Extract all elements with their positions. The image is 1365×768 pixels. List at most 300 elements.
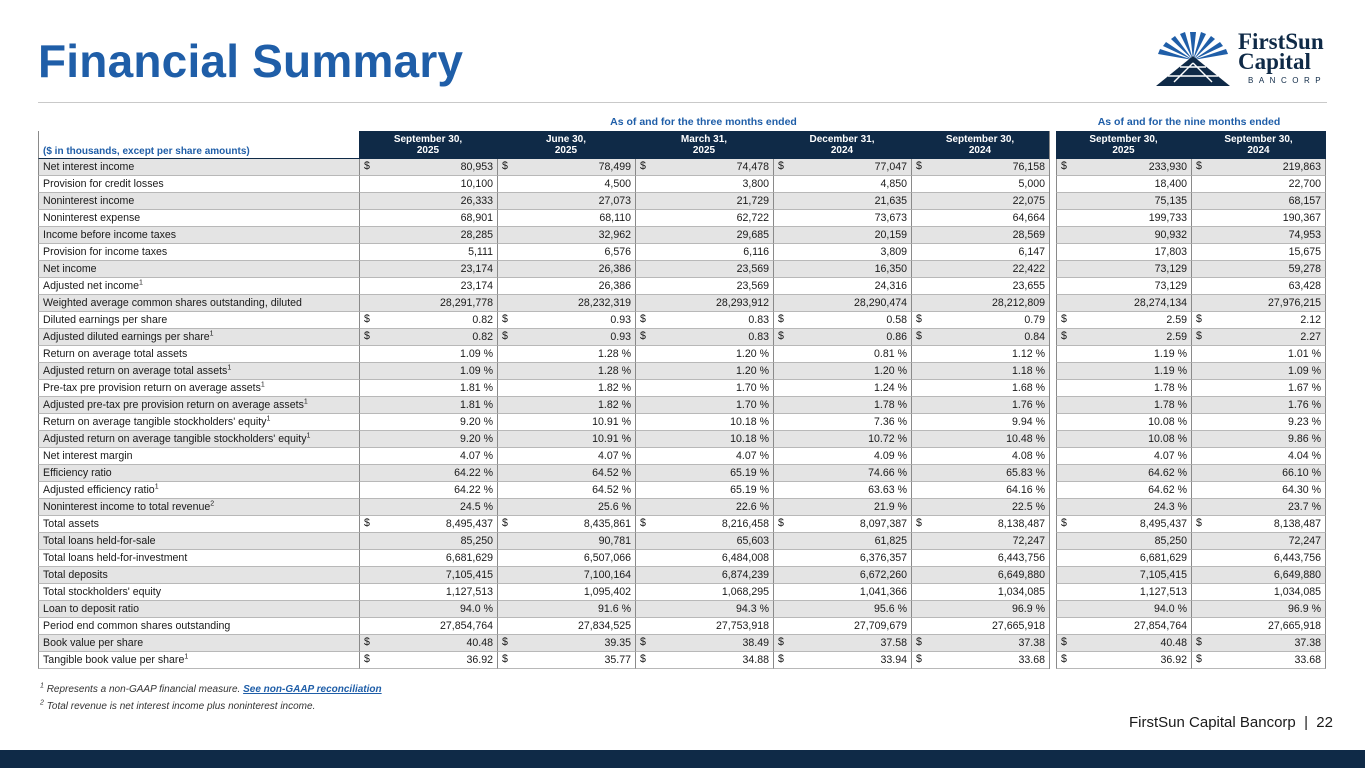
currency-symbol: $ <box>1196 653 1202 665</box>
cell-value: 18,400 <box>1154 178 1187 190</box>
row-label <box>38 193 359 210</box>
row-label-text: Net interest margin <box>43 450 133 462</box>
cell-value: 10.18 % <box>730 416 769 428</box>
table-cell <box>635 159 773 176</box>
column-gap <box>1049 550 1056 567</box>
table-row <box>38 635 1326 652</box>
table-cell <box>911 227 1049 244</box>
cell-value: 1.70 % <box>736 399 769 411</box>
currency-symbol: $ <box>1061 653 1067 665</box>
cell-value: 39.35 <box>604 637 631 649</box>
table-cell <box>1191 295 1326 312</box>
cell-value: 0.86 <box>886 331 907 343</box>
table-cell <box>1056 448 1191 465</box>
cell-value: 64.62 % <box>1148 467 1187 479</box>
cell-value: 1.76 % <box>1012 399 1045 411</box>
cell-value: 1.09 % <box>1288 365 1321 377</box>
cell-value: 27,665,918 <box>1267 620 1321 632</box>
table-cell <box>773 567 911 584</box>
currency-symbol: $ <box>640 330 646 342</box>
three-months-group-header: As of and for the three months ended <box>610 116 797 128</box>
footnote-2-text: Total revenue is net interest income plus noninterest income. <box>46 701 316 712</box>
nine-months-group-header: As of and for the nine months ended <box>1097 116 1281 128</box>
table-cell <box>773 414 911 431</box>
table-cell <box>911 465 1049 482</box>
column-header: March 31, 2025 <box>635 131 773 159</box>
cell-value: 35.77 <box>604 654 631 666</box>
cell-value: 68,901 <box>460 212 493 224</box>
table-cell <box>635 397 773 414</box>
row-label-text: Noninterest income to total revenue <box>43 501 211 513</box>
table-cell <box>1056 482 1191 499</box>
cell-value: 73,129 <box>1154 280 1187 292</box>
row-label <box>38 346 359 363</box>
table-cell <box>497 380 635 397</box>
row-label-text: Adjusted pre-tax pre provision return on average assets <box>43 399 304 411</box>
cell-value: 1.81 % <box>460 382 493 394</box>
table-cell <box>497 329 635 346</box>
table-cell <box>359 363 497 380</box>
row-label <box>38 380 359 397</box>
cell-value: 37.58 <box>880 637 907 649</box>
cell-value: 28,285 <box>460 229 493 241</box>
cell-value: 1,127,513 <box>1139 586 1187 598</box>
table-row <box>38 261 1326 278</box>
table-cell <box>911 550 1049 567</box>
footnote-marker: 2 <box>210 500 215 508</box>
cell-value: 91.6 % <box>598 603 631 615</box>
currency-symbol: $ <box>640 636 646 648</box>
table-cell <box>1191 380 1326 397</box>
cell-value: 95.6 % <box>874 603 907 615</box>
table-row <box>38 329 1326 346</box>
table-cell <box>911 431 1049 448</box>
table-cell <box>359 176 497 193</box>
currency-symbol: $ <box>502 160 508 172</box>
table-cell <box>1056 346 1191 363</box>
cell-value: 28,569 <box>1012 229 1045 241</box>
table-cell <box>635 618 773 635</box>
column-gap <box>1049 329 1056 346</box>
row-label-text: Provision for income taxes <box>43 246 168 258</box>
cell-value: 24,316 <box>874 280 907 292</box>
cell-value: 6,147 <box>1018 246 1045 258</box>
table-cell <box>635 244 773 261</box>
cell-value: 6,681,629 <box>1139 552 1187 564</box>
cell-value: 9.23 % <box>1288 416 1321 428</box>
cell-value: 36.92 <box>466 654 493 666</box>
table-cell <box>635 550 773 567</box>
row-label-text: Total deposits <box>43 569 108 581</box>
row-label-text: Total assets <box>43 518 99 530</box>
table-cell <box>359 227 497 244</box>
table-cell <box>1191 244 1326 261</box>
table-cell <box>497 244 635 261</box>
cell-value: 64,664 <box>1012 212 1045 224</box>
table-cell <box>635 312 773 329</box>
row-label <box>38 448 359 465</box>
cell-value: 6,484,008 <box>721 552 769 564</box>
table-cell <box>1191 465 1326 482</box>
cell-value: 7,105,415 <box>1139 569 1187 581</box>
cell-value: 16,350 <box>874 263 907 275</box>
table-cell <box>1191 346 1326 363</box>
cell-value: 27,976,215 <box>1267 297 1321 309</box>
cell-value: 28,212,809 <box>991 297 1045 309</box>
table-cell <box>497 584 635 601</box>
table-cell <box>1056 516 1191 533</box>
column-gap <box>1049 448 1056 465</box>
column-gap <box>1049 159 1056 176</box>
table-cell <box>911 516 1049 533</box>
column-gap <box>1049 431 1056 448</box>
cell-value: 85,250 <box>1154 535 1187 547</box>
currency-symbol: $ <box>1061 160 1067 172</box>
table-cell <box>359 618 497 635</box>
cell-value: 1.78 % <box>1154 399 1187 411</box>
table-cell <box>1191 618 1326 635</box>
cell-value: 27,665,918 <box>991 620 1045 632</box>
table-row <box>38 533 1326 550</box>
footnote-marker: 1 <box>260 381 265 389</box>
cell-value: 8,495,437 <box>1139 518 1187 530</box>
row-label <box>38 499 359 516</box>
table-cell <box>635 346 773 363</box>
table-cell <box>773 431 911 448</box>
table-cell <box>497 363 635 380</box>
row-label-text: Net income <box>43 263 97 275</box>
cell-value: 32,962 <box>598 229 631 241</box>
row-label <box>38 618 359 635</box>
table-row <box>38 380 1326 397</box>
currency-symbol: $ <box>1061 636 1067 648</box>
cell-value: 65.19 % <box>730 467 769 479</box>
table-cell <box>911 312 1049 329</box>
table-cell <box>359 312 497 329</box>
cell-value: 64.52 % <box>592 467 631 479</box>
table-cell <box>1191 635 1326 652</box>
row-label <box>38 584 359 601</box>
table-cell <box>911 567 1049 584</box>
row-label-text: Noninterest expense <box>43 212 141 224</box>
cell-value: 1.28 % <box>598 348 631 360</box>
table-cell <box>773 380 911 397</box>
cell-value: 2.12 <box>1300 314 1321 326</box>
cell-value: 7,100,164 <box>583 569 631 581</box>
cell-value: 26,386 <box>598 280 631 292</box>
table-cell <box>359 482 497 499</box>
cell-value: 21,635 <box>874 195 907 207</box>
row-label <box>38 295 359 312</box>
cell-value: 33.68 <box>1294 654 1321 666</box>
row-label-text: Loan to deposit ratio <box>43 603 140 615</box>
table-cell <box>359 516 497 533</box>
row-label-text: Adjusted return on average tangible stockholders' equity <box>43 433 307 445</box>
row-label-text: Return on average tangible stockholders' equity <box>43 416 267 428</box>
currency-symbol: $ <box>778 330 784 342</box>
row-label <box>38 261 359 278</box>
column-gap <box>1049 295 1056 312</box>
table-cell <box>635 193 773 210</box>
table-cell <box>497 278 635 295</box>
table-cell <box>1191 550 1326 567</box>
cell-value: 64.16 % <box>1006 484 1045 496</box>
currency-symbol: $ <box>640 517 646 529</box>
cell-value: 40.48 <box>466 637 493 649</box>
table-cell <box>773 278 911 295</box>
table-row <box>38 295 1326 312</box>
row-label-text: Book value per share <box>43 637 144 649</box>
table-cell <box>635 363 773 380</box>
cell-value: 1.24 % <box>874 382 907 394</box>
table-cell <box>1056 635 1191 652</box>
cell-value: 27,709,679 <box>853 620 907 632</box>
cell-value: 94.0 % <box>1154 603 1187 615</box>
column-header: September 30, 2024 <box>911 131 1049 159</box>
row-label-text: Total loans held-for-sale <box>43 535 156 547</box>
table-cell <box>1191 312 1326 329</box>
cell-value: 96.9 % <box>1288 603 1321 615</box>
row-label <box>38 227 359 244</box>
cell-value: 37.38 <box>1294 637 1321 649</box>
currency-symbol: $ <box>1196 636 1202 648</box>
cell-value: 8,216,458 <box>721 518 769 530</box>
cell-value: 4,500 <box>604 178 631 190</box>
table-cell <box>911 346 1049 363</box>
cell-value: 4.07 % <box>736 450 769 462</box>
table-cell <box>911 584 1049 601</box>
cell-value: 73,129 <box>1154 263 1187 275</box>
column-header: December 31, 2024 <box>773 131 911 159</box>
column-gap <box>1049 397 1056 414</box>
table-cell <box>1191 397 1326 414</box>
currency-symbol: $ <box>1196 313 1202 325</box>
table-cell <box>497 448 635 465</box>
table-row <box>38 159 1326 176</box>
currency-symbol: $ <box>916 313 922 325</box>
table-cell <box>1056 652 1191 669</box>
table-row <box>38 227 1326 244</box>
row-label-text: Efficiency ratio <box>43 467 112 479</box>
table-cell <box>359 567 497 584</box>
table-cell <box>1056 584 1191 601</box>
table-cell <box>635 584 773 601</box>
column-gap <box>1049 516 1056 533</box>
footnote-1 <box>40 684 382 695</box>
row-label-text: Adjusted net income <box>43 280 139 292</box>
table-row <box>38 176 1326 193</box>
table-cell <box>773 261 911 278</box>
financial-summary-table <box>38 131 1326 669</box>
table-cell <box>635 652 773 669</box>
table-cell <box>497 431 635 448</box>
table-cell <box>1056 601 1191 618</box>
table-cell <box>1056 550 1191 567</box>
cell-value: 64.22 % <box>454 484 493 496</box>
column-gap <box>1049 346 1056 363</box>
table-cell <box>635 516 773 533</box>
table-cell <box>497 550 635 567</box>
column-gap <box>1049 380 1056 397</box>
currency-symbol: $ <box>778 517 784 529</box>
table-cell <box>1056 380 1191 397</box>
company-logo <box>1150 30 1330 90</box>
table-cell <box>359 584 497 601</box>
cell-value: 10.48 % <box>1006 433 1045 445</box>
table-cell <box>635 380 773 397</box>
cell-value: 27,073 <box>598 195 631 207</box>
cell-value: 1,127,513 <box>445 586 493 598</box>
row-label <box>38 567 359 584</box>
currency-symbol: $ <box>364 330 370 342</box>
table-cell <box>635 601 773 618</box>
table-row <box>38 567 1326 584</box>
cell-value: 1,034,085 <box>1273 586 1321 598</box>
table-cell <box>635 176 773 193</box>
table-cell <box>1191 652 1326 669</box>
row-label-text: Pre-tax pre provision return on average assets <box>43 382 261 394</box>
table-cell <box>911 244 1049 261</box>
cell-value: 34.88 <box>742 654 769 666</box>
table-cell <box>359 380 497 397</box>
cell-value: 80,953 <box>460 161 493 173</box>
column-gap <box>1049 584 1056 601</box>
currency-symbol: $ <box>364 160 370 172</box>
row-label <box>38 312 359 329</box>
cell-value: 6,443,756 <box>997 552 1045 564</box>
cell-value: 6,681,629 <box>445 552 493 564</box>
row-label <box>38 414 359 431</box>
table-cell <box>497 652 635 669</box>
table-cell <box>773 346 911 363</box>
currency-symbol: $ <box>502 330 508 342</box>
table-cell <box>1056 210 1191 227</box>
currency-symbol: $ <box>778 313 784 325</box>
cell-value: 2.59 <box>1166 331 1187 343</box>
table-cell <box>1191 584 1326 601</box>
cell-value: 1,095,402 <box>583 586 631 598</box>
table-cell <box>497 261 635 278</box>
cell-value: 0.81 % <box>874 348 907 360</box>
cell-value: 8,097,387 <box>859 518 907 530</box>
table-cell <box>911 499 1049 516</box>
cell-value: 1.28 % <box>598 365 631 377</box>
table-cell <box>911 448 1049 465</box>
table-cell <box>773 499 911 516</box>
row-label <box>38 210 359 227</box>
table-cell <box>635 448 773 465</box>
cell-value: 90,932 <box>1154 229 1187 241</box>
table-cell <box>1056 414 1191 431</box>
currency-symbol: $ <box>502 636 508 648</box>
table-cell <box>911 261 1049 278</box>
cell-value: 1.68 % <box>1012 382 1045 394</box>
cell-value: 94.0 % <box>460 603 493 615</box>
table-cell <box>911 176 1049 193</box>
cell-value: 0.93 <box>610 314 631 326</box>
row-label-text: Noninterest income <box>43 195 135 207</box>
table-cell <box>635 465 773 482</box>
cell-value: 73,673 <box>874 212 907 224</box>
currency-symbol: $ <box>364 517 370 529</box>
non-gaap-reconciliation-link[interactable]: See non-GAAP reconciliation <box>243 684 382 695</box>
table-cell <box>359 346 497 363</box>
cell-value: 8,138,487 <box>997 518 1045 530</box>
table-cell <box>635 635 773 652</box>
table-cell <box>773 210 911 227</box>
row-label <box>38 397 359 414</box>
cell-value: 8,495,437 <box>445 518 493 530</box>
footnote-2 <box>40 701 315 712</box>
cell-value: 219,863 <box>1282 161 1321 173</box>
table-cell <box>1191 363 1326 380</box>
table-cell <box>1191 482 1326 499</box>
cell-value: 1.18 % <box>1012 365 1045 377</box>
footnote-marker: 1 <box>139 279 143 287</box>
row-label <box>38 278 359 295</box>
table-cell <box>359 533 497 550</box>
cell-value: 27,834,525 <box>577 620 631 632</box>
cell-value: 22,422 <box>1012 263 1045 275</box>
column-gap <box>1049 210 1056 227</box>
cell-value: 4.07 % <box>460 450 493 462</box>
table-cell <box>773 397 911 414</box>
cell-value: 5,111 <box>468 246 493 258</box>
cell-value: 1,068,295 <box>721 586 769 598</box>
table-cell <box>635 567 773 584</box>
table-row <box>38 550 1326 567</box>
table-row <box>38 193 1326 210</box>
cell-value: 33.68 <box>1018 654 1045 666</box>
table-cell <box>635 499 773 516</box>
column-gap <box>1049 567 1056 584</box>
cell-value: 0.82 <box>472 331 493 343</box>
cell-value: 23,174 <box>460 263 493 275</box>
table-cell <box>635 431 773 448</box>
table-cell <box>359 261 497 278</box>
table-row <box>38 482 1326 499</box>
cell-value: 28,293,912 <box>715 297 769 309</box>
cell-value: 1.09 % <box>460 348 493 360</box>
table-cell <box>911 635 1049 652</box>
cell-value: 28,290,474 <box>853 297 907 309</box>
cell-value: 23,569 <box>736 280 769 292</box>
table-cell <box>1056 227 1191 244</box>
cell-value: 24.5 % <box>460 501 493 513</box>
table-cell <box>359 601 497 618</box>
table-cell <box>359 550 497 567</box>
cell-value: 77,047 <box>874 161 907 173</box>
cell-value: 8,435,861 <box>583 518 631 530</box>
cell-value: 1.19 % <box>1154 365 1187 377</box>
cell-value: 85,250 <box>460 535 493 547</box>
cell-value: 76,158 <box>1012 161 1045 173</box>
table-cell <box>635 227 773 244</box>
cell-value: 21,729 <box>736 195 769 207</box>
cell-value: 28,232,319 <box>577 297 631 309</box>
table-cell <box>1191 533 1326 550</box>
cell-value: 6,576 <box>604 246 631 258</box>
table-cell <box>635 482 773 499</box>
column-header: September 30, 2025 <box>1056 131 1191 159</box>
cell-value: 9.94 % <box>1012 416 1045 428</box>
table-cell <box>1191 159 1326 176</box>
cell-value: 9.20 % <box>460 433 493 445</box>
table-cell <box>773 295 911 312</box>
column-gap <box>1049 465 1056 482</box>
cell-value: 63.63 % <box>868 484 907 496</box>
table-cell <box>1191 176 1326 193</box>
